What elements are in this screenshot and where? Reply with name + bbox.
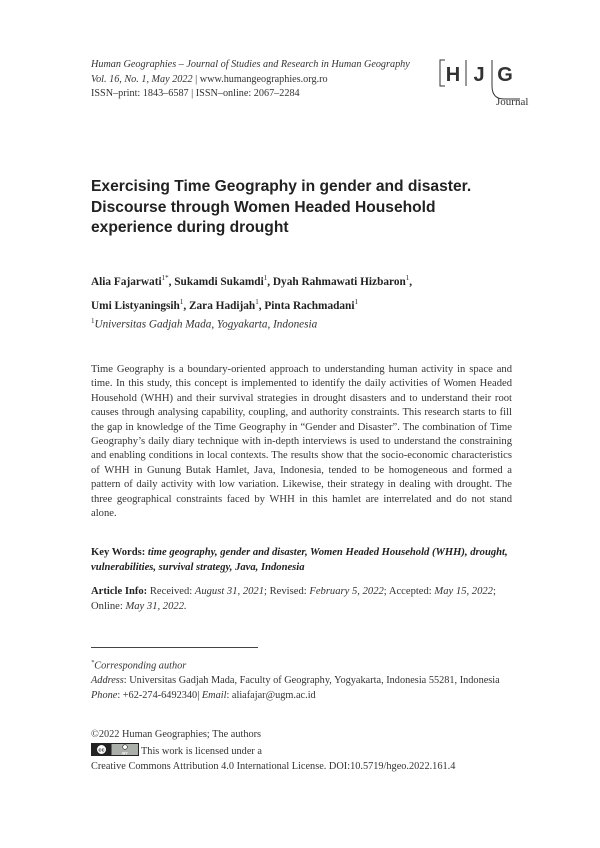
- author-name: Sukamdi Sukamdi: [174, 275, 264, 288]
- license-text: This work is licensed under a: [141, 746, 262, 757]
- received-date: August 31, 2021: [194, 586, 265, 597]
- author-affil-mark: 1: [179, 297, 184, 306]
- affiliation: [91, 317, 317, 331]
- author-name: Dyah Rahmawati Hizbaron: [272, 275, 406, 288]
- journal-name: Human Geographies – Journal of Studies and Research in Human Geography: [91, 59, 410, 70]
- cc-badge-text: cc: [98, 747, 105, 754]
- email-label: Email: [201, 689, 227, 701]
- contact-line: Phone: +62-274-6492340| Email: aliafajar@ugm.ac.id: [91, 689, 316, 701]
- abstract-text: Time Geography is a boundary-oriented approach to understanding human activity in space and time. In this study, this concept is implemented to identify the daily activities of Women Headed Household (WHH) and their survival strategies in drought disasters and to understand their root causes through analysing capability, coupling, and authority constraints. This research starts to fill the gap in knowledge of the Time Geography in “Gender and Disaster”. The combination of Time Geography’s daily diary technique with in-depth interviews is used to understand the constraining and enabling conditions in local contexts. The results show that the socio-economic characteristics of WHH in Gunung Butak Hamlet, Java, Indonesia, tended to be homogeneous and formed a pattern of daily activity with low variation. Likewise, their strategy in dealing with drought. The three geographical constraints faced by WHH in this hamlet are interrelated and do not stand alone.: [91, 364, 512, 520]
- accepted-date: May 15, 2022: [434, 586, 493, 597]
- by-badge-text: BY: [122, 750, 128, 756]
- paper-title: Exercising Time Geography in gender and disaster. Discourse through Women Headed Household experience during drought: [91, 178, 472, 236]
- author-affil-mark: 1*: [161, 274, 169, 282]
- corresponding-mark: *: [91, 659, 95, 666]
- received-label: Received:: [149, 586, 193, 597]
- article-info: Article Info: Received: August 31, 2021; Revised: February 5, 2022; Accepted: May 15, 2022; Online: May 31, 2022.: [91, 586, 496, 612]
- logo-letter-g: G: [497, 64, 513, 86]
- author-affil-mark: 1: [255, 297, 259, 306]
- logo-letter-h: H: [445, 64, 461, 86]
- header-separator: |: [195, 73, 200, 85]
- logo-word: Journal: [496, 96, 529, 108]
- journal-volume: Vol. 16, No. 1, May 2022: [91, 73, 193, 85]
- license-notice: [91, 743, 531, 774]
- accepted-label: Accepted:: [388, 586, 432, 597]
- license-line-2: Creative Commons Attribution 4.0 International License. DOI:10.5719/hgeo.2022.161.4: [91, 760, 456, 772]
- author-affil-mark: 1: [405, 274, 410, 282]
- author-name: Umi Listyaningsih: [91, 299, 180, 312]
- author-affil-mark: 1: [263, 274, 268, 282]
- journal-issn: ISSN–print: 1843–6587 | ISSN–online: 2067–2284: [91, 88, 300, 99]
- affiliation-text: Universitas Gadjah Mada, Yogyakarta, Indonesia: [94, 318, 318, 331]
- cc-by-icon[interactable]: [91, 743, 139, 756]
- address-value: Universitas Gadjah Mada, Faculty of Geography, Yogyakarta, Indonesia 55281, Indonesia: [129, 675, 500, 687]
- email-link[interactable]: aliafajar@ugm.ac.id: [231, 689, 316, 701]
- corresponding-line: [91, 656, 521, 674]
- corresponding-footnote: [91, 656, 521, 704]
- corresponding-label: Corresponding author: [94, 660, 187, 672]
- footnote-divider: [91, 647, 258, 648]
- author-name: Pinta Rachmadani: [264, 299, 355, 312]
- online-label: Online:: [91, 601, 123, 612]
- address-label: Address: [91, 675, 124, 687]
- online-date: May 31, 2022.: [125, 601, 187, 612]
- keywords: [91, 545, 512, 575]
- phone-value: +62-274-6492340: [122, 689, 198, 701]
- article-info-label: Article Info:: [91, 586, 148, 597]
- author-list: Alia Fajarwati$^{1*}$, Sukamdi Sukamdi$^1$, Dyah Rahmawati Hizbaron$^1$, Umi Listyaningsih$^1$, Zara Hadijah$^1$, Pinta Rachmadani$^1$: [91, 274, 413, 312]
- author-name: Alia Fajarwati: [91, 275, 162, 288]
- address-line: Address: Universitas Gadjah Mada, Faculty of Geography, Yogyakarta, Indonesia 55281, Indonesia: [91, 675, 500, 687]
- affiliation-mark: 1: [91, 317, 95, 325]
- copyright-notice: ©2022 Human Geographies; The authors: [91, 729, 262, 740]
- journal-header: [91, 58, 431, 102]
- journal-website-link[interactable]: www.humangeographies.org.ro: [199, 73, 328, 85]
- revised-date: February 5, 2022: [309, 586, 384, 597]
- keywords-label: Key Words:: [91, 547, 146, 558]
- author-affil-mark: 1: [354, 297, 358, 306]
- keywords-value: time geography, gender and disaster, Women Headed Household (WHH), drought, vulnerabilities, survival strategy, Java, Indonesia: [91, 547, 508, 573]
- license-line-1: [91, 743, 531, 760]
- logo-letter-j: J: [473, 64, 485, 86]
- phone-label: Phone: [91, 689, 118, 701]
- revised-label: Revised:: [269, 586, 307, 597]
- author-name: Zara Hadijah: [189, 299, 256, 312]
- hjg-journal-logo: [438, 57, 529, 108]
